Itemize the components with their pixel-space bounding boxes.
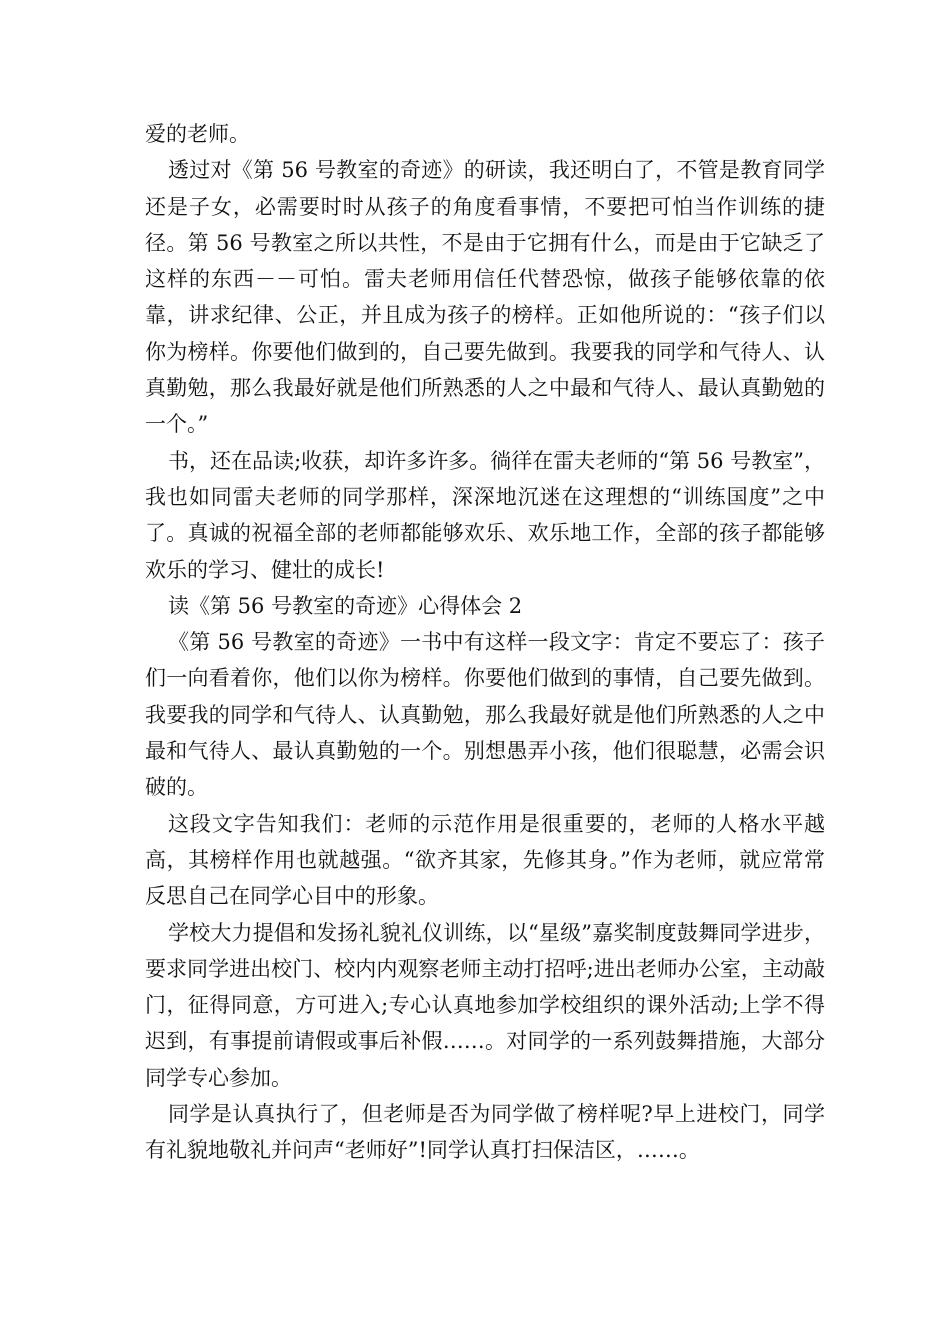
document-body — [145, 116, 825, 1169]
paragraph-continuation: 爱的老师。 — [145, 122, 250, 146]
paragraph-reflection: 透过对《第 56 号教室的奇迹》的研读，我还明白了，不管是教育同学还是子女，必需要时时从孩子的角度看事情，不要把可怕当作训练的捷径。第 56 号教室之所以共性，不是由于它拥有什么，而是由于它缺乏了这样的东西－－可怕。雷夫老师用信任代替恐惊，做孩子能够依靠的依靠，讲求纪律、公正，并且成为孩子的榜样。正如他所说的：“孩子们以你为榜样。你要他们做到的，自己要先做到。我要我的同学和气待人、认真勤勉，那么我最好就是他们所熟悉的人之中最和气待人、最认真勤勉的一个。” — [145, 158, 825, 437]
paragraph-quote: 《第 56 号教室的奇迹》一书中有这样一段文字：肯定不要忘了：孩子们一向看着你，他们以你为榜样。你要他们做到的事情，自己要先做到。我要我的同学和气待人、认真勤勉，那么我最好就是他们所熟悉的人之中最和气待人、最认真勤勉的一个。别想愚弄小孩，他们很聪慧，必需会识破的。 — [145, 630, 825, 800]
section-heading: 读《第 56 号教室的奇迹》心得体会 2 — [168, 593, 523, 618]
paragraph-conclusion: 书，还在品读;收获，却许多许多。徜徉在雷夫老师的“第 56 号教室”，我也如同雷夫老师的同学那样，深深地沉迷在这理想的“训练国度”之中了。真诚的祝福全部的老师都能够欢乐、欢乐地工作，全部的孩子都能够欢乐的学习、健壮的成长! — [145, 448, 825, 582]
paragraph-teacher-role: 这段文字告知我们：老师的示范作用是很重要的，老师的人格水平越高，其榜样作用也就越强。“欲齐其家，先修其身。”作为老师，就应常常反思自己在同学心目中的形象。 — [145, 811, 825, 909]
paragraph-school-etiquette: 学校大力提倡和发扬礼貌礼仪训练，以“星级”嘉奖制度鼓舞同学进步，要求同学进出校门、校内内观察老师主动打招呼;进出老师办公室，主动敲门，征得同意，方可进入;专心认真地参加学校组织的课外活动;上学不得迟到，有事提前请假或事后补假……。对同学的一系列鼓舞措施，大部分同学专心参加。 — [145, 920, 825, 1090]
paragraph-question: 同学是认真执行了，但老师是否为同学做了榜样呢?早上进校门，同学有礼貌地敬礼并问声“老师好”!同学认真打扫保洁区，……。 — [145, 1102, 825, 1163]
